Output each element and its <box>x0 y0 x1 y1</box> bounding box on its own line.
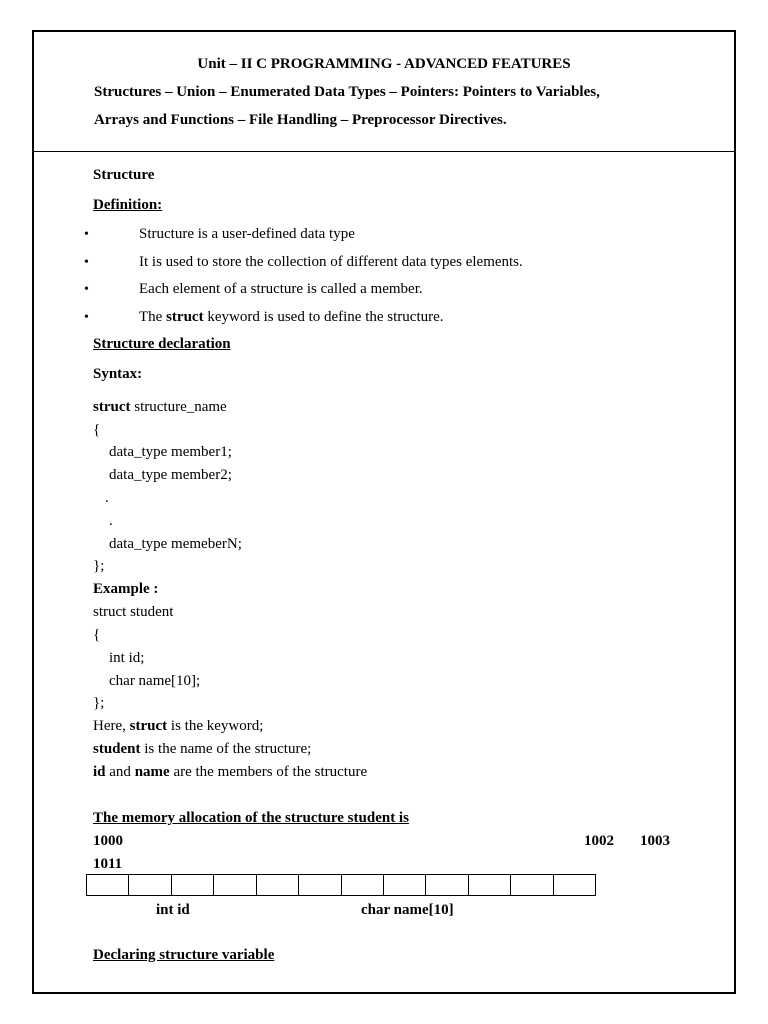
syntax-close-brace: }; <box>93 558 105 574</box>
example-line-3: int id; <box>109 650 145 666</box>
definition-heading: Definition: <box>93 197 163 213</box>
memory-cell <box>87 875 129 895</box>
example-line-4: char name[10]; <box>109 673 201 689</box>
syntax-member-1: data_type member1; <box>109 444 232 460</box>
address-1003: 1003 <box>640 833 670 849</box>
memory-cell <box>469 875 511 895</box>
memory-heading: The memory allocation of the structure student is <box>93 810 409 826</box>
example-line-2: { <box>93 627 101 643</box>
declaration-heading: Structure declaration <box>93 336 231 352</box>
explain-1-post: is the keyword; <box>167 718 264 734</box>
syntax-label: Syntax: <box>93 366 143 382</box>
syntax-member-n: data_type memeberN; <box>109 536 242 552</box>
memory-cell <box>342 875 384 895</box>
address-1002: 1002 <box>584 833 614 849</box>
example-line-5: }; <box>93 695 105 711</box>
bullet-icon: • <box>84 255 89 270</box>
explain-3-post: are the members of the structure <box>169 764 368 780</box>
memory-cell <box>299 875 341 895</box>
bullet-4-keyword: struct <box>166 309 204 325</box>
explain-3-keyword-2: name <box>134 764 170 780</box>
bullet-icon: • <box>84 310 89 325</box>
topics-line-2: Arrays and Functions – File Handling – Preprocessor Directives. <box>94 112 507 128</box>
int-id-label: int id <box>156 902 190 918</box>
explain-2-post: is the name of the structure; <box>140 741 312 757</box>
memory-cell <box>554 875 595 895</box>
unit-header <box>34 32 734 152</box>
bullet-4-pre: The <box>139 309 167 325</box>
explain-1-pre: Here, <box>93 718 130 734</box>
address-1000: 1000 <box>93 833 123 849</box>
explain-3-mid: and <box>105 764 135 780</box>
memory-cell <box>129 875 171 895</box>
bullet-4 <box>139 309 444 326</box>
explain-line-1 <box>93 718 263 735</box>
memory-cell <box>257 875 299 895</box>
bullet-icon: • <box>84 282 89 297</box>
bullet-icon: • <box>84 227 89 242</box>
syntax-keyword: struct <box>93 399 131 415</box>
memory-cell <box>214 875 256 895</box>
structure-heading: Structure <box>93 167 155 183</box>
explain-line-3 <box>93 764 367 781</box>
explain-1-keyword: struct <box>129 718 168 734</box>
example-line-1: struct student <box>93 604 174 620</box>
example-label: Example : <box>93 581 159 597</box>
memory-cell <box>172 875 214 895</box>
address-1011: 1011 <box>93 856 123 872</box>
declaring-variable-heading: Declaring structure variable <box>93 947 275 963</box>
memory-cell <box>384 875 426 895</box>
memory-cell <box>426 875 468 895</box>
topics-line-1: Structures – Union – Enumerated Data Types – Pointers: Pointers to Variables, <box>94 84 600 100</box>
explain-line-2 <box>93 741 311 758</box>
bullet-2: It is used to store the collection of different data types elements. <box>139 254 523 270</box>
memory-cells <box>86 874 596 896</box>
syntax-ellipsis-1: . <box>105 490 109 506</box>
syntax-name: structure_name <box>130 399 227 415</box>
memory-cell <box>511 875 553 895</box>
syntax-line-1 <box>93 399 227 416</box>
bullet-1: Structure is a user-defined data type <box>139 226 355 242</box>
bullet-3: Each element of a structure is called a member. <box>139 281 423 297</box>
explain-2-keyword: student <box>93 741 141 757</box>
syntax-ellipsis-2: . <box>109 513 113 529</box>
syntax-open-brace: { <box>93 422 101 438</box>
explain-3-keyword-1: id <box>93 764 106 780</box>
syntax-member-2: data_type member2; <box>109 467 232 483</box>
unit-title: Unit – II C PROGRAMMING - ADVANCED FEATURES <box>197 56 571 72</box>
bullet-4-post: keyword is used to define the structure. <box>203 309 444 325</box>
char-name-label: char name[10] <box>361 902 454 918</box>
